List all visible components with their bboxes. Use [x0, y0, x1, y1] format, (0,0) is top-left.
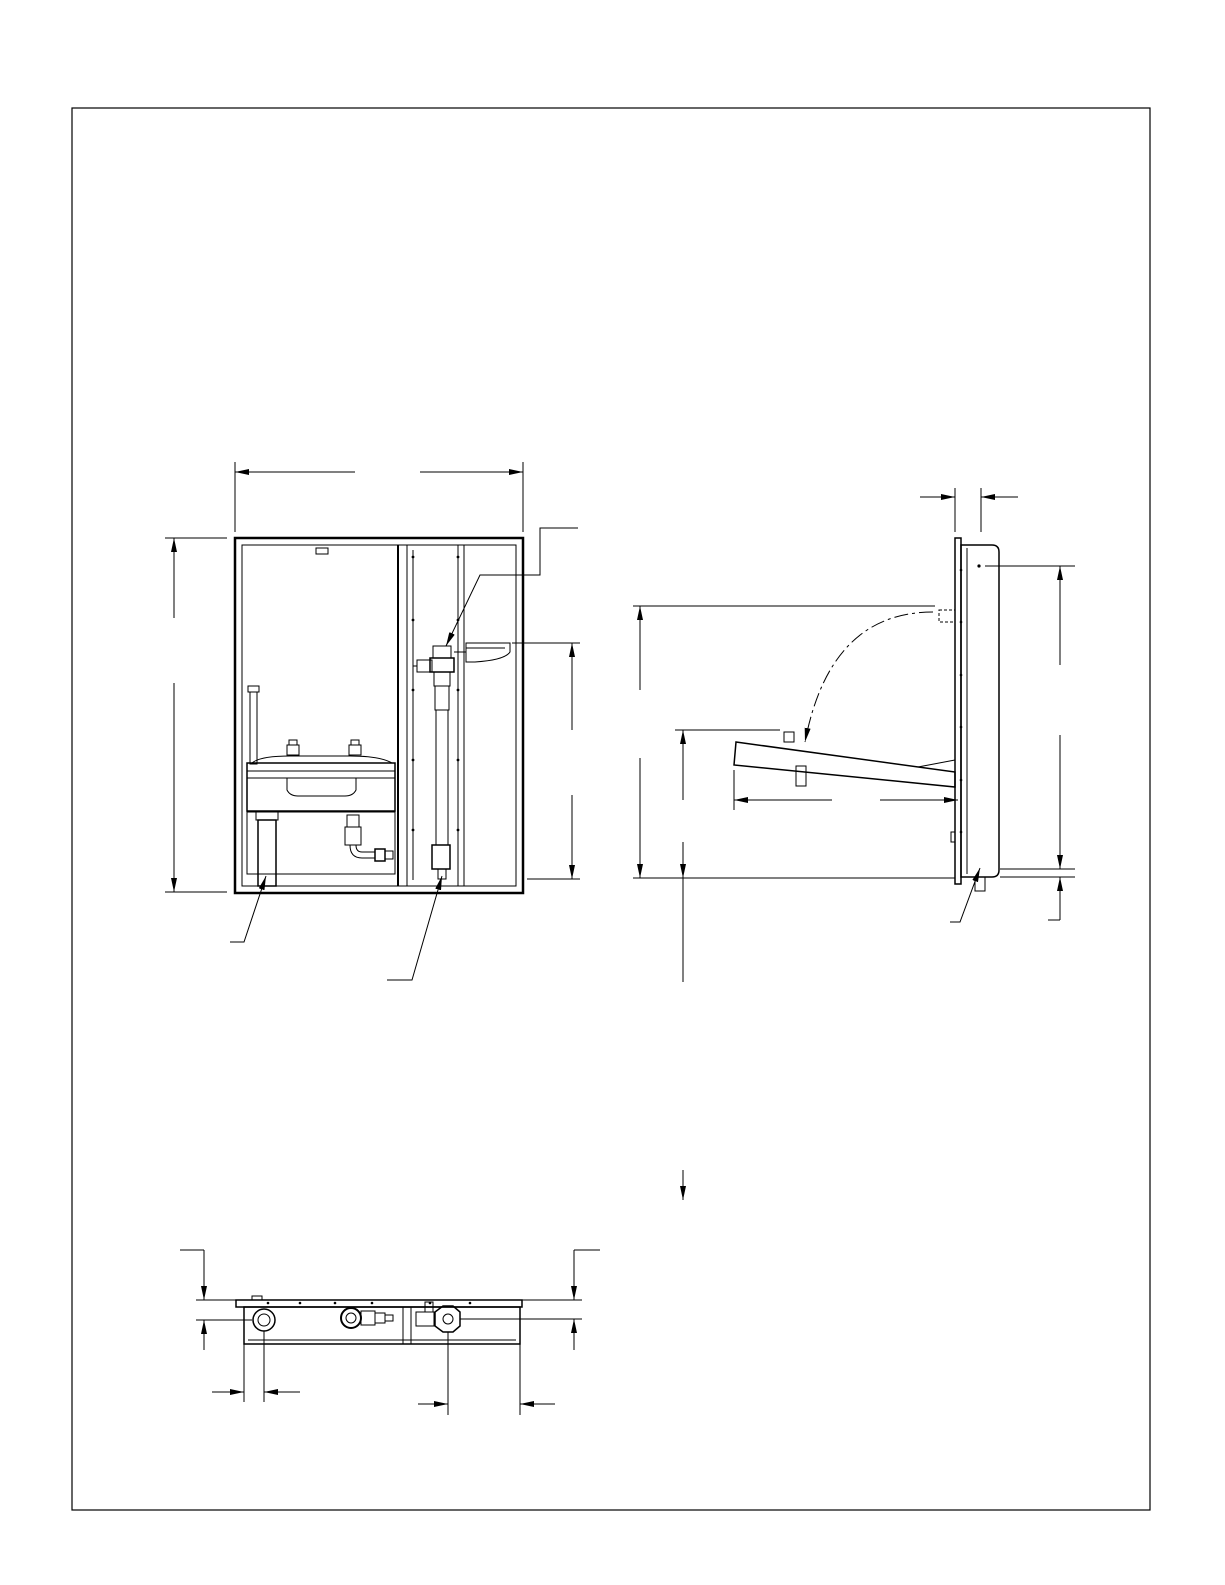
front-top-tab [316, 548, 328, 554]
side-drain-stub [975, 877, 985, 891]
callout-upper-valve [446, 528, 578, 646]
front-basin-handle [287, 778, 356, 796]
bottom-drain-inner [258, 1314, 270, 1326]
front-dimensions [165, 462, 580, 980]
bottom-supply-hex [435, 1306, 460, 1332]
side-swing-arc [805, 612, 933, 742]
front-inner-frame [242, 545, 516, 886]
callout-supply [387, 876, 442, 980]
bottom-view [236, 1296, 522, 1344]
front-supply-pipe [436, 710, 448, 845]
side-view [734, 538, 999, 891]
front-knobs [287, 740, 361, 755]
bottom-dimensions [180, 1250, 600, 1415]
front-basin [247, 763, 395, 811]
bottom-flange [236, 1300, 522, 1307]
side-stowed-bubbler [939, 610, 955, 622]
front-lower-box [247, 812, 395, 874]
side-basin-arm [734, 742, 955, 787]
front-drain-pipe [258, 820, 276, 886]
front-left-rod [250, 692, 257, 764]
bottom-drain-outer [253, 1309, 275, 1331]
bottom-elbow [341, 1308, 361, 1328]
front-bubbler-shelf [454, 643, 510, 662]
side-dimensions [633, 488, 1075, 1200]
side-rivets [960, 564, 981, 833]
side-bubbler-top [784, 732, 794, 742]
front-lower-valve [345, 815, 393, 861]
front-view [235, 538, 523, 893]
front-outer-frame [235, 538, 523, 893]
side-bubbler-bottom [796, 766, 806, 786]
front-upper-valve [413, 646, 454, 710]
